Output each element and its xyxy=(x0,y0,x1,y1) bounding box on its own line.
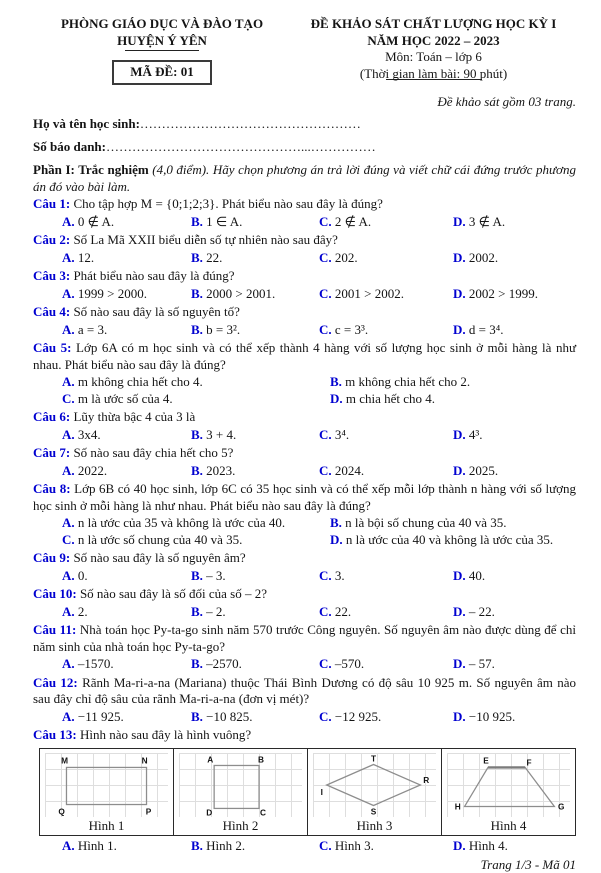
option-letter: D. xyxy=(453,709,466,724)
vertex-label: I xyxy=(321,786,323,796)
question-10 xyxy=(33,586,576,620)
figure-caption: Hình 1 xyxy=(43,818,170,835)
option-b xyxy=(191,838,319,855)
option-a xyxy=(62,656,191,673)
option-b xyxy=(191,427,319,444)
option-text: 2023. xyxy=(206,463,235,478)
option-text: d = 3⁴. xyxy=(469,322,504,337)
option-c xyxy=(319,656,453,673)
option-text: 2022. xyxy=(78,463,107,478)
option-c xyxy=(319,322,453,339)
option-letter: A. xyxy=(62,709,75,724)
option-a xyxy=(62,515,330,532)
option-a xyxy=(62,322,191,339)
option-letter: A. xyxy=(62,604,75,619)
option-text: – 2. xyxy=(206,604,226,619)
option-text: a = 3. xyxy=(78,322,107,337)
option-a xyxy=(62,568,191,585)
options-row xyxy=(33,250,576,267)
option-letter: D. xyxy=(453,214,466,229)
figure-3-plot xyxy=(313,753,436,817)
option-letter: C. xyxy=(319,427,332,442)
options-row xyxy=(33,463,576,480)
option-text: 40. xyxy=(469,568,485,583)
options-row xyxy=(33,427,576,444)
option-letter: A. xyxy=(62,838,75,853)
option-b xyxy=(191,568,319,585)
question-text: Rãnh Ma-ri-a-na (Mariana) thuộc Thái Bình Dương có độ sâu 10 925 m. Số nguyên âm nào sau đây chỉ độ sâu của rãnh Ma-ri-a-na (đơn vị mét)? xyxy=(33,675,576,707)
option-letter: B. xyxy=(191,604,203,619)
exam-title: ĐỀ KHẢO SÁT CHẤT LƯỢNG HỌC KỲ I xyxy=(291,16,576,33)
option-a xyxy=(62,214,191,231)
option-letter: C. xyxy=(62,532,75,547)
question-text: Lớp 6B có 40 học sinh, lớp 6C có 35 học sinh và có thể xếp mỗi lớp thành n hàng với số lượng học sinh ở mỗi hàng là như nhau. Phát biểu nào sau đây là đúng? xyxy=(33,481,576,513)
figure-2 xyxy=(174,749,308,836)
question-number: Câu 1: xyxy=(33,196,70,211)
option-b xyxy=(191,463,319,480)
figure-4 xyxy=(442,749,575,836)
option-letter: B. xyxy=(191,568,203,583)
option-text: 2001 > 2002. xyxy=(335,286,404,301)
question-7 xyxy=(33,445,576,479)
option-text: 1999 > 2000. xyxy=(78,286,147,301)
question-2 xyxy=(33,232,576,266)
option-letter: D. xyxy=(330,391,343,406)
student-id-label: Số báo danh: xyxy=(33,139,106,154)
option-c xyxy=(62,532,330,549)
vertex-label: G xyxy=(558,801,564,811)
exam-subject: Môn: Toán – lớp 6 xyxy=(291,49,576,66)
option-d xyxy=(330,532,576,549)
options-row xyxy=(33,838,576,855)
options-row xyxy=(33,656,576,673)
student-name-blank: …………………………………………… xyxy=(140,116,361,131)
option-a xyxy=(62,604,191,621)
vertex-label: R xyxy=(423,775,429,785)
option-text: m không chia hết cho 4. xyxy=(78,374,203,389)
trapezoid-figure xyxy=(447,753,570,817)
question-text: Lớp 6A có m học sinh và có thể xếp thành 4 hàng với số lượng học sinh ở mỗi hàng là như nhau. Phát biểu nào sau đây là đúng? xyxy=(33,340,576,372)
option-b xyxy=(191,322,319,339)
figure-1-plot xyxy=(45,753,168,817)
option-text: n là ước số chung của 40 và 35. xyxy=(78,532,242,547)
option-text: Hình 1. xyxy=(78,838,117,853)
question-6 xyxy=(33,409,576,443)
option-text: n là bội số chung của 40 và 35. xyxy=(345,515,506,530)
option-text: – 57. xyxy=(469,656,495,671)
header-left xyxy=(33,16,291,85)
page-footer: Trang 1/3 - Mã 01 xyxy=(33,857,576,873)
question-text: Số La Mã XXII biểu diễn số tự nhiên nào sau đây? xyxy=(73,232,337,247)
option-text: 22. xyxy=(206,250,222,265)
option-letter: B. xyxy=(191,250,203,265)
option-letter: A. xyxy=(62,463,75,478)
exam-header xyxy=(33,16,576,85)
section-instruction: (4,0 điểm). Hãy chọn phương án trả lời đúng và viết chữ cái đứng trước phương án đó vào bài làm. xyxy=(33,162,576,194)
option-letter: A. xyxy=(62,250,75,265)
options-row xyxy=(33,322,576,339)
question-13 xyxy=(33,727,576,855)
option-letter: D. xyxy=(330,532,343,547)
option-text: 1 ∈ A. xyxy=(206,214,242,229)
option-text: 202. xyxy=(335,250,358,265)
option-a xyxy=(62,374,330,391)
vertex-label: D xyxy=(206,807,212,817)
option-b xyxy=(191,604,319,621)
option-d xyxy=(453,250,576,267)
rectangle-figure xyxy=(45,753,168,817)
question-text: Cho tập hợp M = {0;1;2;3}. Phát biểu nào sau đây là đúng? xyxy=(73,196,382,211)
square-figure xyxy=(179,753,302,817)
option-text: 2024. xyxy=(335,463,364,478)
options-grid xyxy=(33,374,576,407)
option-text: Hình 2. xyxy=(206,838,245,853)
exam-year: NĂM HỌC 2022 – 2023 xyxy=(291,33,576,50)
option-letter: D. xyxy=(453,656,466,671)
option-text: 2002. xyxy=(469,250,498,265)
question-text: Phát biểu nào sau đây là đúng? xyxy=(73,268,234,283)
question-number: Câu 8: xyxy=(33,481,71,496)
vertex-label: C xyxy=(260,807,266,817)
figure-caption: Hình 4 xyxy=(445,818,572,835)
option-letter: A. xyxy=(62,374,75,389)
option-text: 22. xyxy=(335,604,351,619)
question-number: Câu 2: xyxy=(33,232,70,247)
rhombus-figure xyxy=(313,753,436,817)
vertex-label: M xyxy=(61,755,68,765)
vertex-label: N xyxy=(142,755,148,765)
option-letter: A. xyxy=(62,214,75,229)
options-row xyxy=(33,568,576,585)
option-letter: C. xyxy=(319,656,332,671)
option-letter: B. xyxy=(191,656,203,671)
option-text: −12 925. xyxy=(335,709,381,724)
option-b xyxy=(330,515,576,532)
option-text: b = 3². xyxy=(206,322,240,337)
option-d xyxy=(453,214,576,231)
question-text: Hình nào sau đây là hình vuông? xyxy=(80,727,251,742)
option-b xyxy=(191,656,319,673)
option-letter: A. xyxy=(62,656,75,671)
question-number: Câu 11: xyxy=(33,622,76,637)
option-text: –1570. xyxy=(78,656,114,671)
option-letter: D. xyxy=(453,568,466,583)
option-c xyxy=(62,391,330,408)
option-c xyxy=(319,838,453,855)
question-9 xyxy=(33,550,576,584)
vertex-label: T xyxy=(371,753,376,763)
option-text: 2025. xyxy=(469,463,498,478)
option-letter: B. xyxy=(330,374,342,389)
option-d xyxy=(453,656,576,673)
option-b xyxy=(191,214,319,231)
option-letter: C. xyxy=(319,709,332,724)
option-d xyxy=(330,391,576,408)
option-text: Hình 4. xyxy=(469,838,508,853)
option-d xyxy=(453,838,576,855)
option-b xyxy=(191,286,319,303)
option-text: n là ước của 35 và không là ước của 40. xyxy=(78,515,285,530)
option-letter: B. xyxy=(191,322,203,337)
question-number: Câu 4: xyxy=(33,304,70,319)
option-letter: B. xyxy=(191,286,203,301)
option-letter: C. xyxy=(319,838,332,853)
question-12 xyxy=(33,675,576,726)
option-c xyxy=(319,250,453,267)
option-text: 2. xyxy=(78,604,88,619)
option-text: m là ước số của 4. xyxy=(78,391,173,406)
option-letter: D. xyxy=(453,250,466,265)
exam-duration: (Thời gian làm bài: 90 phút) xyxy=(291,66,576,83)
vertex-label: E xyxy=(483,755,489,765)
option-letter: A. xyxy=(62,286,75,301)
question-number: Câu 3: xyxy=(33,268,70,283)
options-row xyxy=(33,604,576,621)
option-letter: C. xyxy=(319,214,332,229)
option-letter: D. xyxy=(453,427,466,442)
option-text: 3⁴. xyxy=(335,427,349,442)
option-text: 3. xyxy=(335,568,345,583)
option-letter: C. xyxy=(319,568,332,583)
option-letter: A. xyxy=(62,322,75,337)
option-letter: B. xyxy=(330,515,342,530)
option-d xyxy=(453,709,576,726)
option-text: c = 3³. xyxy=(335,322,368,337)
option-a xyxy=(62,709,191,726)
option-text: –570. xyxy=(335,656,364,671)
option-letter: B. xyxy=(191,427,203,442)
option-letter: C. xyxy=(319,463,332,478)
question-text: Số nào sau đây là số nguyên âm? xyxy=(73,550,245,565)
figure-4-plot xyxy=(447,753,570,817)
option-letter: A. xyxy=(62,568,75,583)
option-letter: D. xyxy=(453,838,466,853)
option-letter: D. xyxy=(453,604,466,619)
vertex-label: H xyxy=(455,801,461,811)
option-c xyxy=(319,286,453,303)
option-a xyxy=(62,427,191,444)
figure-caption: Hình 3 xyxy=(311,818,438,835)
option-text: 3 ∉ A. xyxy=(469,214,505,229)
question-number: Câu 13: xyxy=(33,727,77,742)
question-text: Số nào sau đây là số nguyên tố? xyxy=(73,304,239,319)
vertex-label: Q xyxy=(58,806,65,816)
options-row xyxy=(33,709,576,726)
option-c xyxy=(319,214,453,231)
option-letter: C. xyxy=(319,250,332,265)
question-11 xyxy=(33,622,576,673)
option-c xyxy=(319,604,453,621)
option-letter: C. xyxy=(319,322,332,337)
option-letter: B. xyxy=(191,463,203,478)
option-text: – 3. xyxy=(206,568,226,583)
option-d xyxy=(453,322,576,339)
option-text: 4³. xyxy=(469,427,483,442)
question-1 xyxy=(33,196,576,230)
option-text: 3x4. xyxy=(78,427,101,442)
student-id-line xyxy=(33,139,576,156)
option-c xyxy=(319,463,453,480)
option-letter: B. xyxy=(191,214,203,229)
figure-3 xyxy=(308,749,442,836)
question-5 xyxy=(33,340,576,407)
question-3 xyxy=(33,268,576,302)
option-letter: B. xyxy=(191,838,203,853)
question-4 xyxy=(33,304,576,338)
option-text: −11 925. xyxy=(78,709,124,724)
figure-2-plot xyxy=(179,753,302,817)
vertex-label: A xyxy=(207,754,213,764)
question-number: Câu 9: xyxy=(33,550,70,565)
option-text: m chia hết cho 4. xyxy=(346,391,435,406)
option-text: 2002 > 1999. xyxy=(469,286,538,301)
section-title: Phần I: Trắc nghiệm xyxy=(33,162,149,177)
student-name-line xyxy=(33,116,576,133)
option-a xyxy=(62,250,191,267)
option-c xyxy=(319,568,453,585)
pages-note: Đề khảo sát gồm 03 trang. xyxy=(33,94,576,111)
option-letter: A. xyxy=(62,515,75,530)
option-d xyxy=(453,568,576,585)
question-text: Số nào sau đây chia hết cho 5? xyxy=(73,445,233,460)
option-letter: C. xyxy=(319,604,332,619)
option-text: 2 ∉ A. xyxy=(335,214,371,229)
option-text: m không chia hết cho 2. xyxy=(345,374,470,389)
option-letter: C. xyxy=(62,391,75,406)
option-b xyxy=(191,250,319,267)
option-d xyxy=(453,286,576,303)
option-b xyxy=(191,709,319,726)
student-name-label: Họ và tên học sinh: xyxy=(33,116,140,131)
question-number: Câu 5: xyxy=(33,340,71,355)
option-text: 12. xyxy=(78,250,94,265)
question-number: Câu 10: xyxy=(33,586,77,601)
section-heading xyxy=(33,162,576,195)
option-c xyxy=(319,427,453,444)
options-row xyxy=(33,286,576,303)
option-c xyxy=(319,709,453,726)
option-text: – 22. xyxy=(469,604,495,619)
option-a xyxy=(62,286,191,303)
figure-1 xyxy=(40,749,174,836)
student-id-blank: ………………………………………...…………… xyxy=(106,139,376,154)
option-a xyxy=(62,463,191,480)
option-d xyxy=(453,427,576,444)
vertex-label: B xyxy=(258,754,264,764)
options-grid xyxy=(33,515,576,548)
figure-caption: Hình 2 xyxy=(177,818,304,835)
question-8 xyxy=(33,481,576,548)
option-text: −10 825. xyxy=(206,709,252,724)
option-text: Hình 3. xyxy=(335,838,374,853)
exam-code-box: MÃ ĐỀ: 01 xyxy=(112,60,212,85)
vertex-label: P xyxy=(146,806,152,816)
question-text: Nhà toán học Py-ta-go sinh năm 570 trước Công nguyên. Số nguyên âm nào được dùng để chỉ năm sinh của nhà toán học Py-ta-go? xyxy=(33,622,576,654)
district-name: HUYỆN Ý YÊN xyxy=(33,33,291,50)
header-right xyxy=(291,16,576,85)
figures-row xyxy=(39,748,576,837)
option-b xyxy=(330,374,576,391)
option-text: 0. xyxy=(78,568,88,583)
option-a xyxy=(62,838,191,855)
option-letter: A. xyxy=(62,427,75,442)
option-letter: D. xyxy=(453,286,466,301)
question-number: Câu 12: xyxy=(33,675,78,690)
option-letter: D. xyxy=(453,463,466,478)
question-number: Câu 6: xyxy=(33,409,70,424)
option-letter: C. xyxy=(319,286,332,301)
option-text: n là ước của 40 và không là ước của 35. xyxy=(346,532,553,547)
question-text: Số nào sau đây là số đối của số – 2? xyxy=(80,586,267,601)
question-text: Lũy thừa bậc 4 của 3 là xyxy=(73,409,195,424)
option-text: 3 + 4. xyxy=(206,427,236,442)
options-row xyxy=(33,214,576,231)
vertex-label: F xyxy=(526,757,531,767)
option-d xyxy=(453,463,576,480)
option-letter: B. xyxy=(191,709,203,724)
option-letter: D. xyxy=(453,322,466,337)
option-text: 0 ∉ A. xyxy=(78,214,114,229)
department-name: PHÒNG GIÁO DỤC VÀ ĐÀO TẠO xyxy=(33,16,291,33)
option-text: –2570. xyxy=(206,656,242,671)
option-text: 2000 > 2001. xyxy=(206,286,275,301)
district-underline xyxy=(125,50,199,51)
option-d xyxy=(453,604,576,621)
question-number: Câu 7: xyxy=(33,445,70,460)
vertex-label: S xyxy=(371,806,377,816)
option-text: −10 925. xyxy=(469,709,515,724)
